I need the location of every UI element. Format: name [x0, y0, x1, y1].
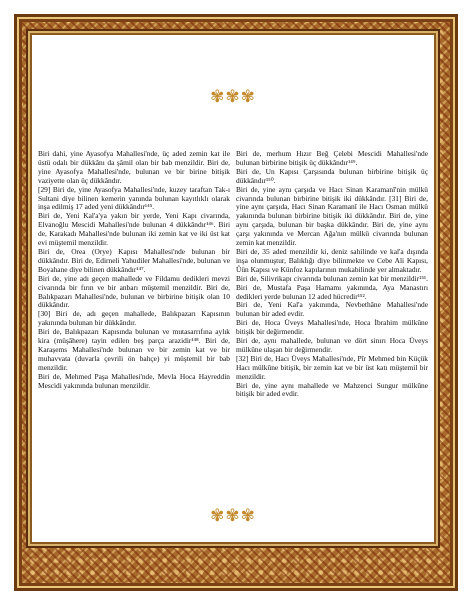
paragraph: Biri de, Balıkpazarı Kapısında bulunan ve mutasarrıfına aylık kira (müşâhere) tayin edilen beş parça arazidir¹⁴⁸. Biri de, Karaşems Mahallesi'nde bulunan ve bir zemin kat ve bir muhavvata (duvarla çevrili ön bahçe) yi müştemil bir bab menzildir.	[38, 327, 230, 372]
left-column	[38, 150, 230, 470]
paragraph: [30] Biri de, adı geçen mahallede, Balıkpazarı Kapısının yakınında bulunan bir dükkândır.	[38, 309, 230, 328]
page-area	[30, 33, 436, 544]
right-column	[236, 150, 428, 470]
paragraph: Biri de, Hoca Üveys Mahallesi'nde, Hoca İbrahim mülkûne bitişik bir değirmendir.	[236, 318, 428, 337]
paragraph: [29] Biri de, yine Ayasofya Mahallesi'nde, kuzey taraftan Tak-ı Sultani diye bilinen kemerin yanında bulunan kayıtlıklı olarak inşa edilmiş 17 aded yeni dükkândır¹⁴⁵.	[38, 184, 230, 212]
paragraph: Biri de, 35 aded menzildir ki, deniz sahilinde ve kal'a dışında inşa olunmuştur, Balıklığı diye bilinmekte ve Cebe Ali Kapısı, Ûün Kapısı ve Künfoz kapılarının mukabilinde yer almaktadır.	[236, 246, 428, 274]
paragraph: Biri de, yine aynı çarşıda ve Hacı Sinan Karamanî'nin mülkü civarında bulunan birbirine bitişik iki dükkândır. [31] Biri de, yine aynı çarşıda, Hacı Sinan Karamanî ile Hacı Osman mülkü yakınında bulunan birbirine bitişik iki dükkândır. Biri de, yine aynı çarşıda, bulunan bir başka dükkândır. Biri de, yine aynı çarşı yakınında ve Mercan Ağa'nın mülkü civarında bulunan zemin kat menzildir.	[236, 184, 428, 248]
paragraph: [32] Biri de, Hacı Üveys Mahallesi'nde, Pîr Mehmed bin Küçük Hacı mülkûne bitişik, bir zemin kat ve bir üst katı müştemil bir menzildir.	[236, 353, 428, 381]
paragraph: Biri de, merhum Hızır Beğ Çelebi Mescidi Mahallesi'nde bulunan birbirine bitişik üç dükkândır¹⁴⁹.	[236, 149, 428, 167]
two-column-text	[38, 150, 428, 470]
paragraph: Biri de, yine aynı mahallede ve Mahzenci Sungur mülkûne bitişik bir aded evdir.	[236, 380, 428, 399]
paragraph: Biri de, Un Kapısı Çarşısında bulunan birbirine bitişik üç dükkândır¹⁵⁰.	[236, 166, 428, 185]
paragraph: Biri de, Mehmed Paşa Mahallesi'nde, Mevla Hoca Hayreddin Mescidi yakınında bulunan menzildir.	[38, 371, 230, 390]
paragraph: Biri de, Silivrikapı civarında bulunan zemin kat bir menzildir¹⁵¹. Biri de, Mustafa Paşa Hamamı yakınında, Aya Manastırı dedikleri yerde bulunan 12 aded hücredir¹⁵².	[236, 273, 428, 301]
paragraph: Biri de, Orea (Orye) Kapısı Mahallesi'nde bulunan bir dükkândır. Biri de, Edirneli Yahudiler Mahallesi'nde, bulunan ve Boyahane diye bilinen dükkândır¹⁴⁷.	[38, 246, 230, 274]
paragraph: Biri de, yine adı geçen mahallede ve Fildamu dedikleri mevzi civarında bir fırın ve bir anbarı müştemil menzildir. Biri de, Balıkpazarı Mahallesi'nde, bulunan ve birbirine bitişik olan 10 dükkândır.	[38, 273, 230, 310]
bottom-floral-ornament: ✾✾✾	[210, 506, 256, 526]
paragraph: Biri de, Yeni Kal'a yakınında, Nevbethâne Mahallesi'nde bulunan bir aded evdir.	[236, 300, 428, 319]
paragraph: Biri dahi, yine Ayasofya Mahallesi'nde, üç aded zemin kat ile üstü odalı bir dükkânı da şâmil olan bir bab menzildir. Biri de, yine Ayasofya Mahallesi'nde, bulunan ve bir birine bitişik vaziyette olan üç dükkândır.	[38, 149, 230, 185]
paragraph: Biri de, aynı mahallede, bulunan ve dört sinırı Hoca Üveys mülkûne ulaşan bir değirmendir.	[236, 336, 428, 354]
top-floral-ornament: ✾✾✾	[210, 87, 256, 107]
paragraph: Biri de, Yeni Kal'a'ya yakın bir yerde, Yeni Kapı civarında, Elvanoğlu Mescidi Mahallesi'nde bulunan 4 dükkândır¹⁴⁶. Biri de, Karakadı Mahallesi'nde bulunan iki zemin kat ve iki üst kat evi müştemil menzildir.	[38, 211, 230, 248]
